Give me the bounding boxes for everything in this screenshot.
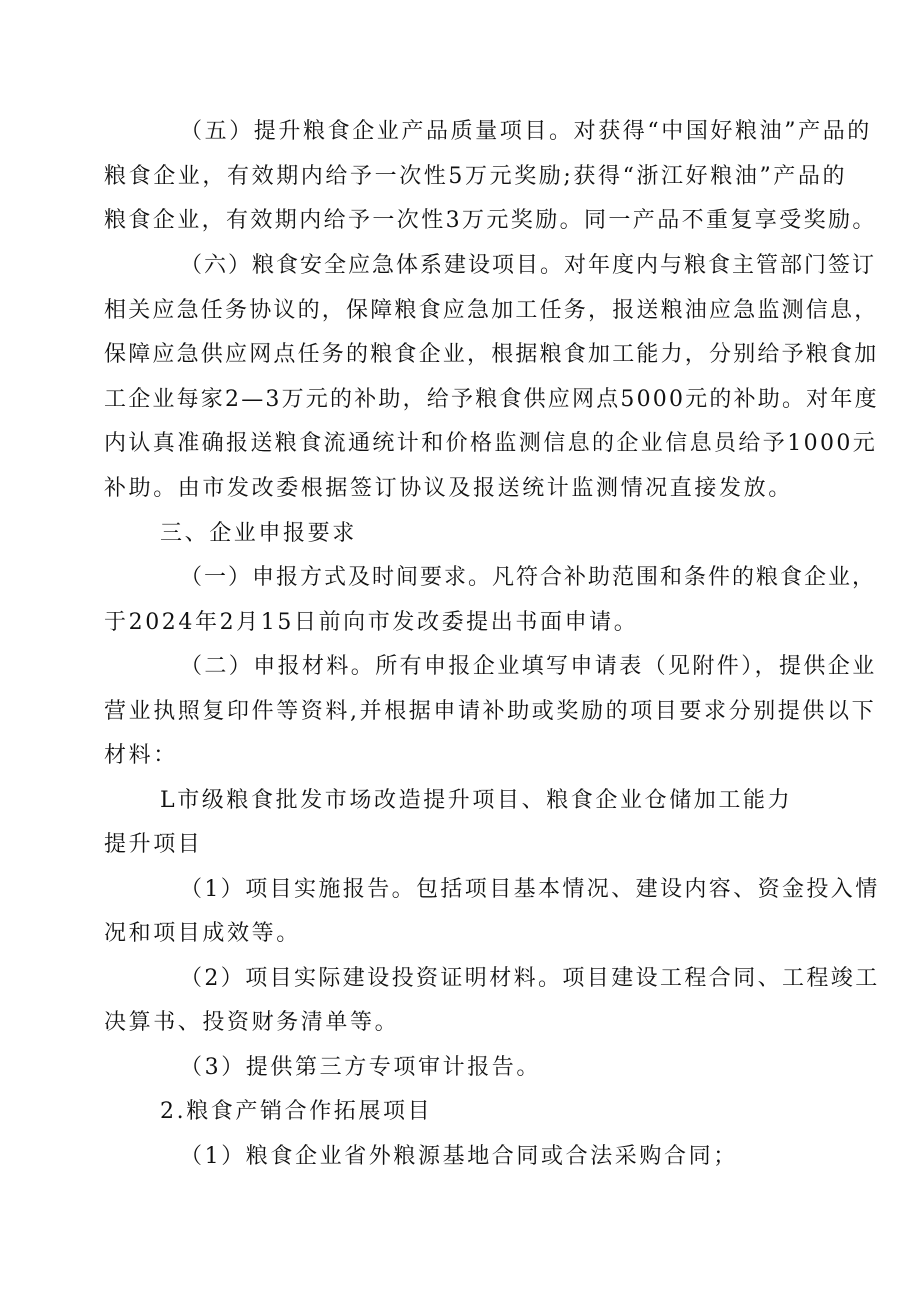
paragraph-line: 工企业每家2—3万元的补助，给予粮食供应网点5000元的补助。对年度 [104,387,879,412]
paragraph-line: 粮食企业，有效期内给予一次性5万元奖励;获得“浙江好粮油”产品的 [104,164,848,189]
list-item: （3）提供第三方专项审计报告。 [180,1055,541,1080]
paragraph-line: 粮食企业，有效期内给予一次性3万元奖励。同一产品不重复享受奖励。 [104,208,877,233]
paragraph-line: （二）申报材料。所有申报企业填写申请表（见附件），提供企业 [180,654,877,679]
list-item: （2）项目实际建设投资证明材料。项目建设工程合同、工程竣工 [180,966,880,991]
subsection-heading: L市级粮食批发市场改造提升项目、粮食企业仓储加工能力 [160,788,793,813]
paragraph-line: 相关应急任务协议的，保障粮食应急加工任务，报送粮油应急监测信息， [104,298,879,323]
paragraph-line: 于2024年2月15日前向市发改委提出书面申请。 [104,610,639,635]
paragraph-line: （一）申报方式及时间要求。凡符合补助范围和条件的粮食企业， [180,565,877,590]
paragraph-line: （五）提升粮食企业产品质量项目。对获得“中国好粮油”产品的 [180,119,872,144]
list-item: （1）项目实施报告。包括项目基本情况、建设内容、资金投入情 [180,877,880,902]
list-item: （1）粮食企业省外粮源基地合同或合法采购合同； [180,1144,738,1169]
subsection-heading-continued: 提升项目 [104,832,203,857]
paragraph-line: 况和项目成效等。 [104,921,301,946]
paragraph-line: 内认真准确报送粮食流通统计和价格监测信息的企业信息员给予1000元 [104,431,878,456]
section-heading: 三、企业申报要求 [160,521,357,546]
paragraph-line: （六）粮食安全应急体系建设项目。对年度内与粮食主管部门签订 [180,253,877,278]
paragraph-line: 材料： [104,743,178,768]
subsection-heading: 2.粮食产销合作拓展项目 [160,1099,433,1124]
paragraph-line: 保障应急供应网点任务的粮食企业，根据粮食加工能力，分别给予粮食加 [104,342,879,367]
paragraph-line: 补助。由市发改委根据签订协议及报送统计监测情况直接发放。 [104,476,793,501]
paragraph-line: 营业执照复印件等资料,并根据申请补助或奖励的项目要求分别提供以下 [104,699,877,724]
paragraph-line: 决算书、投资财务清单等。 [104,1010,400,1035]
